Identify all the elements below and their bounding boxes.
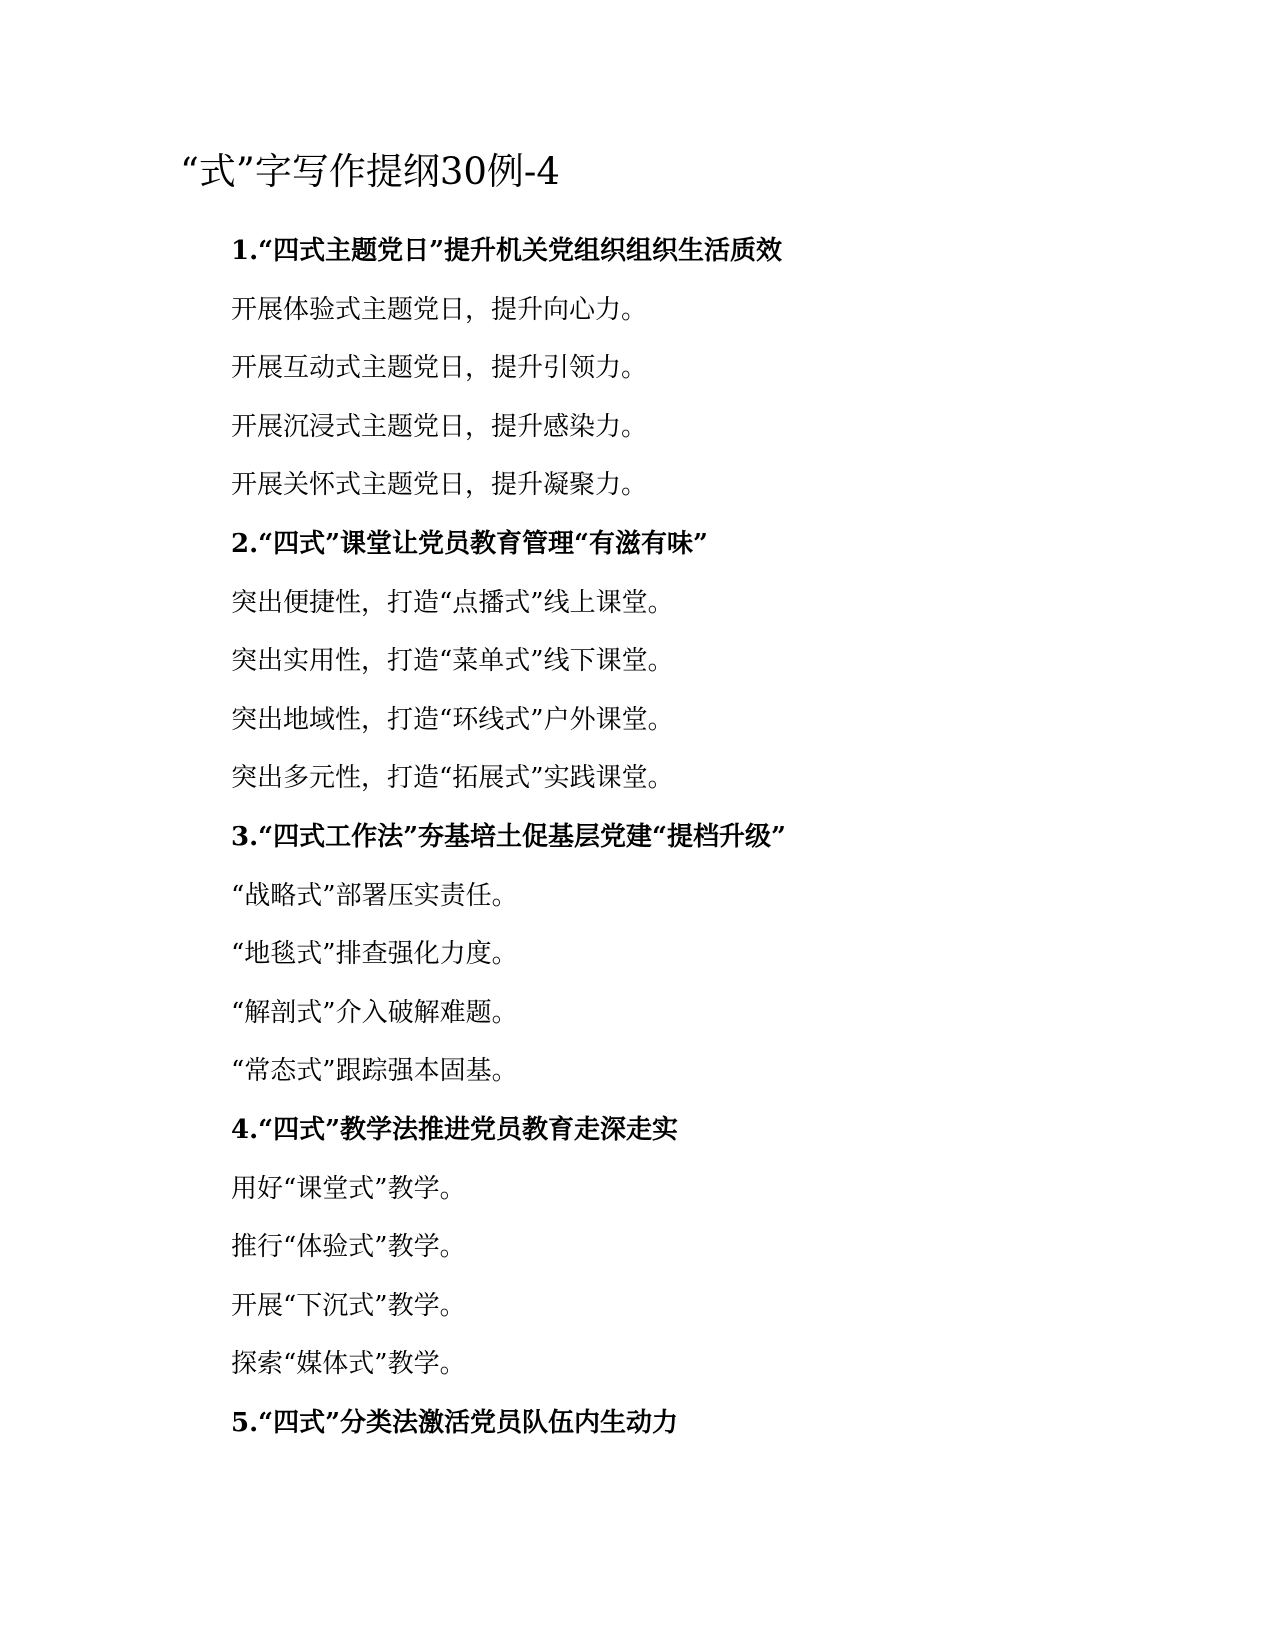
list-item: 突出多元性，打造“拓展式”实践课堂。 [231,763,674,794]
section-heading: 2.“四式”课堂让党员教育管理“有滋有味” [231,528,708,559]
list-item: “常态式”跟踪强本固基。 [231,1056,518,1087]
section-heading: 1.“四式主题党日”提升机关党组织组织生活质效 [231,236,783,266]
list-item: 开展关怀式主题党日，提升凝聚力。 [231,470,648,501]
list-item: 开展“下沉式”教学。 [231,1290,466,1321]
list-item: 推行“体验式”教学。 [231,1232,466,1263]
list-item: “解剖式”介入破解难题。 [231,997,518,1028]
list-item: 突出地域性，打造“环线式”户外课堂。 [231,704,674,735]
list-item: 开展互动式主题党日，提升引领力。 [231,353,648,384]
list-item: “战略式”部署压实责任。 [231,880,518,911]
section-heading: 3.“四式工作法”夯基培土促基层党建“提档升级” [231,821,786,852]
list-item: 开展沉浸式主题党日，提升感染力。 [231,411,648,442]
list-item: 突出实用性，打造“菜单式”线下课堂。 [231,646,674,677]
section-heading: 4.“四式”教学法推进党员教育走深走实 [231,1114,679,1145]
list-item: “地毯式”排查强化力度。 [231,939,518,970]
list-item: 突出便捷性，打造“点播式”线上课堂。 [231,587,674,618]
list-item: 用好“课堂式”教学。 [231,1173,466,1204]
list-item: 开展体验式主题党日，提升向心力。 [231,294,648,325]
document-title: “式”字写作提纲30例-4 [180,150,560,193]
list-item: 探索“媒体式”教学。 [231,1349,466,1380]
section-heading: 5.“四式”分类法激活党员队伍内生动力 [231,1407,679,1438]
document-body [231,222,1231,1452]
